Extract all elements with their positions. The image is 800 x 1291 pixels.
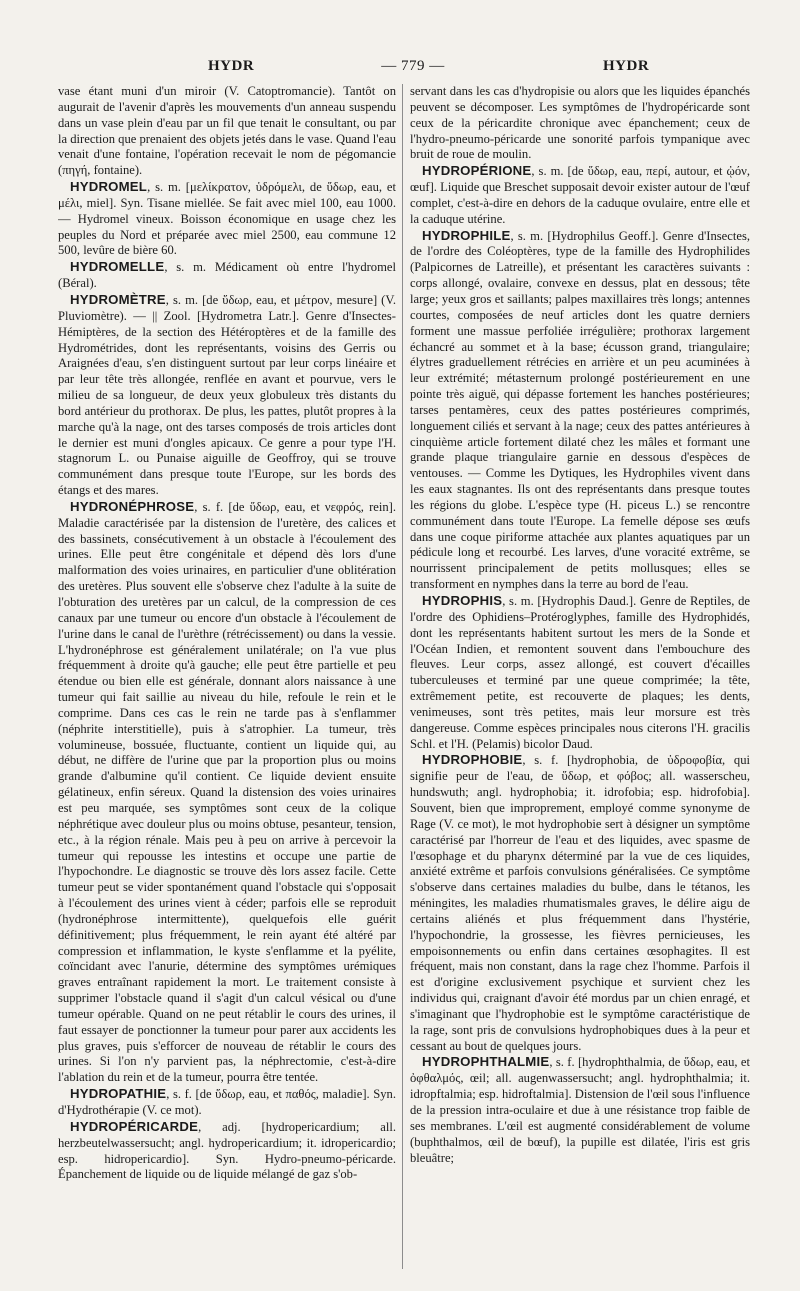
- entry-text: vase étant muni d'un miroir (V. Catoptromancie). Tantôt on augurait de l'avenir d'après les mouvements d'un anneau suspendu dans un vase plein d'eau par un fil que tenait le consultant, ou par la direction que prenaient des objets jetés dans le vase. Quand l'eau venait d'une fontaine, l'opération recevait le nom de pégomancie (πηγή, fontaine).: [58, 84, 396, 178]
- entry-text: , s. f. [hydrophobia, de ὑδροφοβία, qui signifie peur de l'eau, de ὕδωρ, et φόβος; all. wasserscheu, hundswuth; angl. hydrophobia; it. idrofobia; esp. hidrofobia]. Souvent, bien que improprement, employé comme synonyme de Rage (V. ce mot), le mot hydrophobie sert à désigner un symptôme caractérisé par l'horreur de l'eau et des liquides, avec spasme de l'œsophage et du pharynx déterminé par la vue de ces liquides, anxiété extrême et parfois convulsions généralisées. Ce symptôme s'observe dans certaines maladies du bulbe, dans le tétanos, les méningites, les maladies rhumatismales graves, le délire aigu de certains aliénés et plus fréquemment dans l'hystérie, l'hypochondrie, la grossesse, les fièvres pernicieuses, les empoisonnements ou enfin dans certaines œsophagites. Il est fréquent, mais non constant, dans la rage chez l'homme. Parfois il est d'origine exclusivement psychique et survient chez les individus qui, craignant d'avoir été mordus par un chien enragé, et s'imaginant que l'hydrophobie est le symptôme caractéristique de la rage, sont pris de convulsions hydrophobiques dues à la peur et cessant au bout de quelques jours.: [410, 753, 750, 1053]
- entry-text: , s. f. [de ὕδωρ, eau, et νεφρός, rein]. Maladie caractérisée par la distension de l'uretère, des calices et des bassinets, consécutivement à un obstacle à l'écoulement des urines. Elle peut être congénitale et dépend dès lors d'une malformation des voies urinaires, en particulier d'une oblitération des uretères. Plus souvent elle s'observe chez l'adulte à la suite de l'obturation des uretères par un calcul, de la compression de ces canaux par une tumeur ou encore d'un obstacle à l'écoulement de l'urine dans le canal de l'urèthre (rétrécissement) ou dans la vessie. L'hydronéphrose est généralement unilatérale; on l'a vue plus fréquemment à droite qu'à gauche; elle peut être partielle et peu étendue ou bien elle est générale, donnant alors naissance à une tumeur qui fait saillie au niveau du hile, refoule le rein et le comprime. Dans ces cas le rein ne tarde pas à s'enflammer (néphrite interstitielle), puis à s'atrophier. La tumeur, très volumineuse, bossuée, fluctuante, contient un liquide qui, au début, ne diffère de l'urine que par la proportion plus ou moins grande d'albumine qu'il contient. Ce liquide devient ensuite gélatineux, enfin séreux. Quand la distension des voies urinaires est peu marquée, ses symptômes sont ceux de la colique néphrétique avec douleur plus ou moins obtuse, pesanteur, tension, etc., à la région rénale. Mais peu à peu on arrive à percevoir la tumeur qui repousse les intestins et occupe une partie de l'hypochondre. Le diagnostic se trouve dès lors assez facile. Cette tumeur peut se vider spontanément quand l'obstacle qui s'opposait à l'écoulement des urines vient à céder; parfois elle se reproduit (hydronéphrose intermittente), quelquefois elle guérit définitivement; plus fréquemment, le rein ayant été altéré par compression et inflammation, le kyste s'enflamme et la pyélite, coïncidant avec l'anurie, détermine des symptômes urémiques graves entraînant rapidement la mort. Le traitement consiste à supprimer l'obstacle quand il s'agit d'un calcul vésical ou d'une tumeur opérable. Quand on ne peut rétablir le cours des urines, il faut essayer de ponctionner la tumeur pour parer aux accidents les plus graves, puis s'efforcer de nouveau de rétablir le cours des urines. Si l'on n'y parvient pas, la néphrectomie, c'est-à-dire l'ablation du rein et de la tumeur, pourra être tentée.: [58, 499, 396, 1085]
- running-header: [58, 58, 748, 80]
- right-column: [410, 84, 750, 1274]
- entry-text: servant dans les cas d'hydropisie ou alors que les liquides épanchés peuvent se décomposer. Les symptômes de l'hydropéricarde sont ceux de la péricardite chronique avec épanchement; ceux de l'hydro-pneumo-péricarde une sonorité parfois tympanique avec bruit de roue de moulin.: [410, 84, 750, 162]
- entry-headword: HYDRONÉPHROSE: [70, 498, 195, 514]
- entry-hydrophis: [410, 593, 750, 752]
- entry-text: , s. m. [de ὕδωρ, eau, et μέτρον, mesure] (V. Pluviomètre). — || Zool. [Hydrometra Latr.]. Genre d'Insectes-Hémiptères, de la section des Hétéroptères et de la famille des Hydrométrides, dont les représentants, voisins des Gerris ou Araignées d'eau, s'en distinguent surtout par leur corps linéaire et par leur tête très allongée, renflée en avant et pourvue, vers le milieu de sa longueur, de deux yeux globuleux très distants du bord antérieur du prothorax. De plus, les pattes, plutôt propres à la marche qu'à la nage, ont des tarses composés de trois articles dont le dernier est muni d'ongles apicaux. Ce genre a pour type l'H. stagnorum L. ou Punaise aiguille de Geoffroy, qui se trouve communément dans presque toute l'Europe, sur les bords des étangs et des mares.: [58, 292, 396, 498]
- entry-hydropathie: [58, 1086, 396, 1119]
- entry-hydrophthalmie: [410, 1054, 750, 1166]
- entry-headword: HYDROMÈTRE: [70, 291, 166, 307]
- entry-hydropericarde: [58, 1119, 396, 1183]
- entry-headword: HYDROPHIS: [422, 593, 503, 608]
- entry-continuation: [410, 84, 750, 163]
- page-number: — 779 —: [381, 58, 445, 74]
- entry-headword: HYDROMELLE: [70, 259, 165, 275]
- entry-headword: HYDROPATHIE: [70, 1086, 167, 1102]
- entry-hydrophobie: [410, 752, 750, 1054]
- left-column: [58, 84, 396, 1274]
- entry-text: , s. m. [Hydrophilus Geoff.]. Genre d'Insectes, de l'ordre des Coléoptères, type de la famille des Hydrophilides (Palpicornes de Latreille), et présentant les caractères suivants : corps allongé, ovalaire, convexe en dessus, plat en dessous; tête large; yeux gros et saillants; palpes maxillaires très longs; antennes courtes, composées de neuf articles dont les quatre derniers forment une massue perfoliée irrégulière; prothorax largement échancré au sommet et à la base; écusson grand, triangulaire; élytres graduellement rétrécies en arrière et un peu acuminées à leur extrémité; métasternum prolongé postérieurement en une pointe très aiguë, qui dépasse fortement les hanches postérieures; tarses pentamères, ceux des pattes postérieures comprimés, longuement ciliés et servant à la nage; ceux des pattes antérieures à cinquième article fortement dilaté chez les mâles et formant une grande plaque triangulaire garnie en dessous d'espèces de ventouses. — Comme les Dytiques, les Hydrophiles vivent dans les eaux stagnantes. Ils ont des représentants dans presque toutes les régions du globe. L'espèce type (H. piceus L.) se rencontre communément dans toute l'Europe. La femelle dépose ses œufs dans une coque piriforme attachée aux plantes aquatiques par un pédicule long et recourbé. Les larves, d'une voracité extrême, se nourrissent principalement de petits mollusques; elles se transforment en nymphes dans la terre au bord de l'eau.: [410, 228, 750, 592]
- entry-headword: HYDROPÉRICARDE: [70, 1118, 199, 1134]
- entry-hydronephrose: [58, 499, 396, 1086]
- entry-hydrometre: [58, 292, 396, 499]
- entry-headword: HYDROPHOBIE: [422, 752, 523, 768]
- entry-text: , adj. [hydropericardium; all. herzbeutelwassersucht; angl. hydropericardium; it. idropericardio; esp. hidropericardio]. Syn. Hydro-pneumo-péricarde. Épanchement de liquide ou de liquide mélangé de gaz s'ob-: [58, 1119, 396, 1182]
- entry-headword: HYDROPHTHALMIE: [422, 1054, 550, 1070]
- entry-headword: HYDROPÉRIONE: [422, 163, 532, 179]
- entry-headword: HYDROPHILE: [422, 227, 511, 243]
- entry-hydromelle: [58, 259, 396, 292]
- entry-text: , s. f. [hydrophthalmia, de ὕδωρ, eau, et ὀφθαλμός, œil; all. augenwassersucht; angl. hydrophthalmia; it. idropftalmia; esp. hidroftalmia]. Distension de l'œil sous l'influence de la pression intra-oculaire et due à une résistance trop faible de ses membranes. L'œil est augmenté considérablement de volume (buphthalmos, œil de bœuf), la pupille est dilatée, l'iris est gris bleuâtre;: [410, 1055, 750, 1165]
- header-right-word: HYDR: [603, 58, 650, 74]
- entry-text: , s. m. Médicament où entre l'hydromel (Béral).: [58, 260, 396, 291]
- entry-text: , s. m. [μελίκρατον, ὑδρόμελι, de ὕδωρ, eau, et μέλι, miel]. Syn. Tisane miellée. Se fait avec miel 100, eau 1000. — Hydromel vineux. Boisson économique en usage chez les peuples du Nord et préparée avec miel 2500, eau commune 12 500, levûre de bière 60.: [58, 180, 396, 258]
- entry-hydroperione: [410, 163, 750, 227]
- entry-hydromel: [58, 179, 396, 259]
- header-left-word: HYDR: [208, 58, 255, 74]
- entry-text: , s. m. [de ὕδωρ, eau, περί, autour, et ᾠόν, œuf]. Liquide que Breschet supposait devoir exister autour de l'œuf complet, c'est-à-dire en dehors de la caduque ovulaire, entre elle et la caduque utérine.: [410, 164, 750, 226]
- column-divider: [402, 84, 403, 1269]
- entry-text: , s. f. [de ὕδωρ, eau, et παθός, maladie]. Syn. d'Hydrothérapie (V. ce mot).: [58, 1087, 396, 1117]
- entry-text: , s. m. [Hydrophis Daud.]. Genre de Reptiles, de l'ordre des Ophidiens–Protéroglyphes, famille des Hydrophidés, dont les représentants habitent surtout les mers de la Sonde et l'Océan Indien, et remontent souvent dans l'embouchure des fleuves. Leur corps, assez allongé, est couvert d'écailles tuberculeuses et terminé par une queue comprimée; la tête, extrêmement petite, est recouverte de plaques; les dents, venimeuses, sont très petites, mais leur morsure est très dangereuse. Comme espèces principales nous citerons l'H. gracilis Schl. et l'H. (Pelamis) bicolor Daud.: [410, 594, 750, 751]
- entry-headword: HYDROMEL: [70, 179, 148, 195]
- entry-hydrophile: [410, 228, 750, 593]
- entry-continuation: [58, 84, 396, 179]
